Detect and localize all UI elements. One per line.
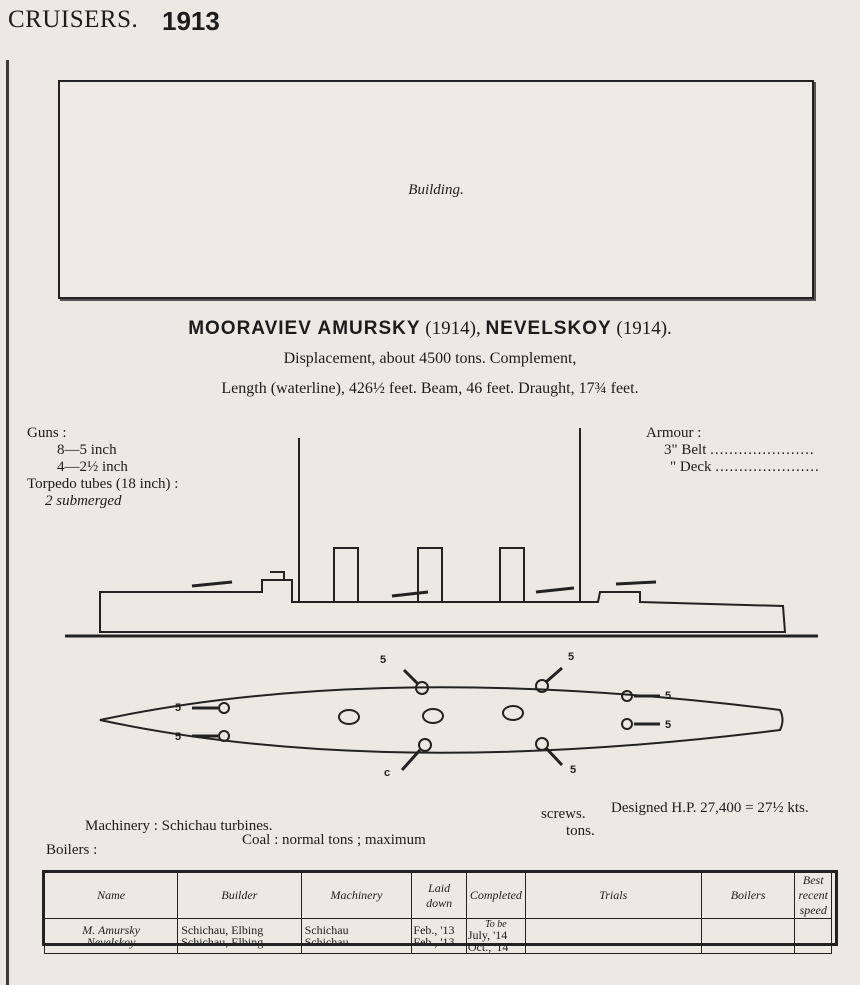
row-completed: Oct., '14 (467, 939, 509, 954)
guns-label: Guns : (27, 425, 67, 441)
col-laid-down: Laid down (412, 873, 467, 919)
armour-label: Armour : (646, 425, 702, 441)
torpedo-value: 2 submerged (45, 493, 122, 509)
plan-label: 5 (570, 764, 577, 776)
designed-hp: Designed H.P. 27,400 = 27½ kts. (611, 800, 809, 816)
ship-name-2: NEVELSKOY (485, 318, 612, 339)
table-header-row (45, 873, 832, 919)
plan-label: 5 (175, 702, 182, 714)
row-machinery: Schichau (304, 923, 349, 937)
machinery-line: Machinery : Schichau turbines. (85, 818, 273, 834)
col-best-speed: Best recent speed (795, 873, 832, 919)
photo-placeholder-box (58, 80, 814, 299)
armour-belt: 3" Belt (664, 442, 707, 458)
row-best-speed (795, 919, 832, 954)
torpedo-label: Torpedo tubes (18 inch) : (27, 476, 179, 492)
boilers-line: Boilers : (46, 842, 98, 858)
armour-belt-dots: ...................... (710, 442, 815, 458)
col-trials: Trials (525, 873, 701, 919)
plan-label: 5 (665, 719, 672, 731)
ship-data-table (44, 872, 832, 954)
funnel-1 (334, 548, 358, 602)
col-boilers: Boilers (701, 873, 795, 919)
row-name: M. Amursky (82, 923, 140, 937)
gun-secondary: 4—2½ inch (57, 459, 128, 475)
col-completed: Completed (466, 873, 525, 919)
row-boilers (701, 919, 795, 954)
coal-line: Coal : normal tons ; maximum (242, 832, 426, 848)
plan-label: c (384, 767, 391, 779)
gun-main: 8—5 inch (57, 442, 117, 458)
row-laid-down: Feb., '13 (413, 935, 455, 949)
screws-text: screws. (541, 806, 586, 822)
plan-label: 5 (665, 690, 672, 702)
photo-caption: Building. (408, 182, 464, 198)
row-trials (525, 919, 701, 954)
row-builder: Schichau, Elbing (181, 923, 264, 937)
row-name: Nevelskoy (86, 935, 136, 949)
row-machinery: Schichau (304, 935, 349, 949)
funnel-3 (500, 548, 524, 602)
row-builder: Schichau, Elbing (181, 935, 264, 949)
plan-label: 5 (380, 654, 387, 666)
displacement-line: Displacement, about 4500 tons. Complement, (283, 350, 577, 367)
ship-name-1: MOORAVIEV AMURSKY (188, 318, 421, 339)
ship-year-1: (1914), (425, 318, 481, 339)
section-year: 1913 (162, 6, 220, 36)
col-name: Name (45, 873, 178, 919)
table-row (45, 919, 832, 954)
ship-diagram (0, 420, 860, 800)
section-title: CRUISERS. (8, 6, 139, 33)
plan-openings (339, 706, 523, 724)
plan-label: 5 (175, 731, 182, 743)
row-completed: July, '14 (467, 927, 508, 942)
dimensions-line: Length (waterline), 426½ feet. Beam, 46 feet. Draught, 17¾ feet. (221, 380, 639, 397)
row-completed-note: To be (485, 918, 507, 930)
plan-guns (192, 668, 660, 770)
plan-label: 5 (568, 651, 575, 663)
armour-deck: " Deck (670, 459, 712, 475)
ship-title (0, 318, 860, 340)
armour-deck-dots: ...................... (715, 459, 820, 475)
tons-text: tons. (566, 823, 595, 839)
row-laid-down: Feb., '13 (413, 923, 455, 937)
ship-year-2: (1914). (616, 318, 672, 339)
col-builder: Builder (178, 873, 301, 919)
col-machinery: Machinery (301, 873, 412, 919)
